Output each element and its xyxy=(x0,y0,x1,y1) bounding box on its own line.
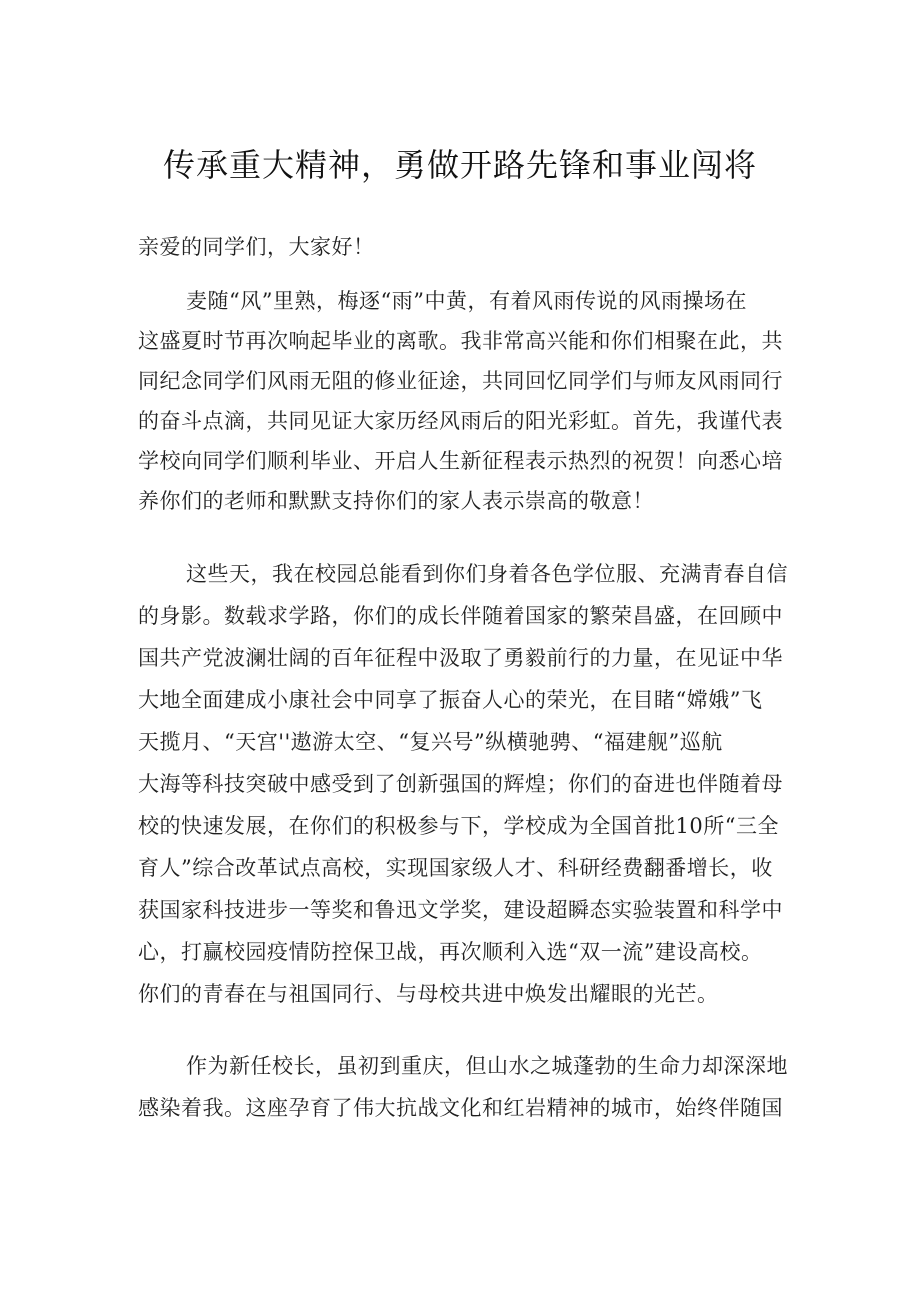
greeting: 亲爱的同学们，大家好！ xyxy=(138,235,375,259)
paragraph-2-line-11: 你们的青春在与祖国同行、与母校共进中焕发出耀眼的光芒。 xyxy=(138,982,719,1006)
paragraph-2-line-9: 获国家科技进步一等奖和鲁迅文学奖，建设超瞬态实验装置和科学中 xyxy=(138,898,783,922)
paragraph-2-line-3: 国共产党波澜壮阔的百年征程中汲取了勇毅前行的力量，在见证中华 xyxy=(138,646,783,670)
paragraph-2-line-1: 这些天，我在校园总能看到你们身着各色学位服、充满青春自信 xyxy=(186,562,788,586)
paragraph-2-line-2: 的身影。数载求学路，你们的成长伴随着国家的繁荣昌盛，在回顾中 xyxy=(138,604,783,628)
paragraph-2-line-5: 天揽月、“天宫''遨游太空、“复兴号”纵横驰骋、“福建舰”巡航 xyxy=(138,730,723,754)
paragraph-1-line-2: 这盛夏时节再次响起毕业的离歌。我非常高兴能和你们相聚在此，共 xyxy=(138,329,783,353)
paragraph-3-line-2: 感染着我。这座孕育了伟大抗战文化和红岩精神的城市，始终伴随国 xyxy=(138,1096,783,1120)
paragraph-2-line-10: 心，打赢校园疫情防控保卫战，再次顺利入选“双一流”建设高校。 xyxy=(138,940,763,964)
paragraph-1-line-1: 麦随“风”里熟，梅逐“雨”中黄，有着风雨传说的风雨操场在 xyxy=(186,289,747,313)
document-title: 传承重大精神，勇做开路先锋和事业闯将 xyxy=(162,146,757,184)
paragraph-2-line-6: 大海等科技突破中感受到了创新强国的辉煌；你们的奋进也伴随着母 xyxy=(138,772,783,796)
paragraph-1-line-4: 的奋斗点滴，共同见证大家历经风雨后的阳光彩虹。首先，我谨代表 xyxy=(138,409,783,433)
paragraph-1-line-5: 学校向同学们顺利毕业、开启人生新征程表示热烈的祝贺！向悉心培 xyxy=(138,449,783,473)
paragraph-2-line-4: 大地全面建成小康社会中同享了振奋人心的荣光，在目睹“嫦娥”飞 xyxy=(138,688,763,712)
paragraph-2-line-7: 校的快速发展，在你们的积极参与下，学校成为全国首批10所“三全 xyxy=(138,814,779,838)
paragraph-2-line-8: 育人”综合改革试点高校，实现国家级人才、科研经费翻番增长，收 xyxy=(138,856,773,880)
paragraph-3-line-1: 作为新任校长，虽初到重庆，但山水之城蓬勃的生命力却深深地 xyxy=(186,1054,788,1078)
paragraph-1-line-6: 养你们的老师和默默支持你们的家人表示崇高的敬意！ xyxy=(138,489,654,513)
paragraph-1-line-3: 同纪念同学们风雨无阻的修业征途，共同回忆同学们与师友风雨同行 xyxy=(138,369,783,393)
